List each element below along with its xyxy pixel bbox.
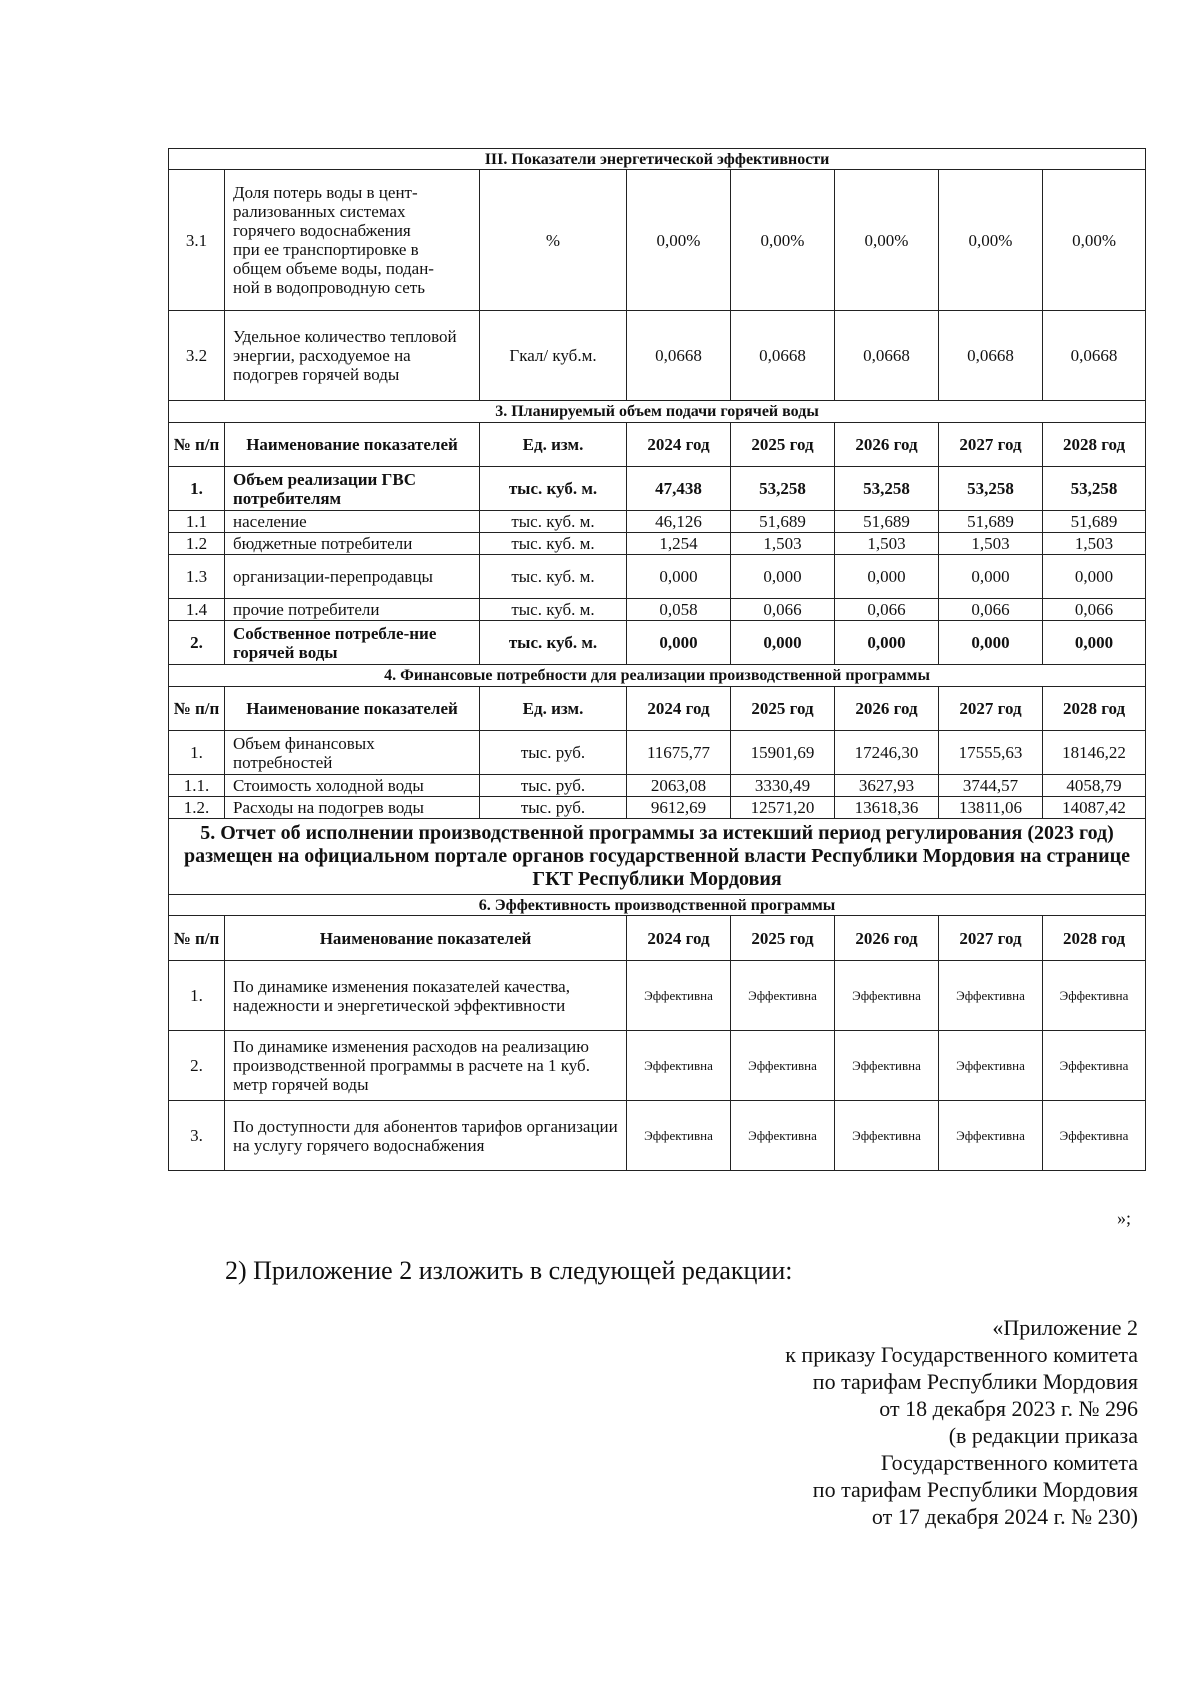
value-cell: 0,00% [835,170,939,311]
value-cell: 11675,77 [627,731,731,775]
header-year: 2026 год [835,916,939,961]
unit-cell: тыс. куб. м. [480,511,627,533]
value-cell: 0,0668 [731,311,835,401]
header-name: Наименование показателей [225,423,480,467]
indicator-name: Доля потерь воды в цент- рализованных системах горячего водоснабжения при ее транспортировке в общем объеме воды, подан- ной в водопроводную сеть [225,170,480,311]
value-cell: 1,503 [731,533,835,555]
value-cell: 17555,63 [939,731,1043,775]
header-row [169,916,1146,961]
efficiency-value: Эффективна [835,1101,939,1171]
section-title-row [169,895,1146,916]
value-cell: 2063,08 [627,775,731,797]
section-title-row [169,401,1146,423]
row-number: 1.3 [169,555,225,599]
efficiency-value: Эффективна [731,1101,835,1171]
value-cell: 46,126 [627,511,731,533]
annex-line: к приказу Государственного комитета [785,1342,1138,1367]
value-cell: 0,000 [1043,555,1146,599]
value-cell: 0,00% [1043,170,1146,311]
value-cell: 53,258 [835,467,939,511]
efficiency-value: Эффективна [939,961,1043,1031]
header-year: 2027 год [939,916,1043,961]
value-cell: 4058,79 [1043,775,1146,797]
unit-cell: Гкал/ куб.м. [480,311,627,401]
annex-header [785,1314,1138,1530]
value-cell: 1,503 [835,533,939,555]
value-cell: 0,0668 [1043,311,1146,401]
header-year: 2024 год [627,687,731,731]
efficiency-value: Эффективна [731,1031,835,1101]
header-unit: Ед. изм. [480,687,627,731]
annex-line: по тарифам Республики Мордовия [812,1369,1138,1394]
header-name: Наименование показателей [225,687,480,731]
value-cell: 0,0668 [939,311,1043,401]
annex-line: (в редакции приказа [948,1423,1138,1448]
volume-section-title: 3. Планируемый объем подачи горячей воды [169,401,1146,423]
value-cell: 18146,22 [1043,731,1146,775]
table-row [169,1031,1146,1101]
header-year: 2028 год [1043,687,1146,731]
value-cell: 13618,36 [835,797,939,819]
row-number: 1. [169,467,225,511]
indicator-name: население [225,511,480,533]
value-cell: 47,438 [627,467,731,511]
value-cell: 9612,69 [627,797,731,819]
header-num: № п/п [169,916,225,961]
header-year: 2028 год [1043,423,1146,467]
row-number: 1.1 [169,511,225,533]
header-year: 2025 год [731,687,835,731]
efficiency-value: Эффективна [835,1031,939,1101]
efficiency-value: Эффективна [627,961,731,1031]
row-number: 1. [169,961,225,1031]
row-number: 1.2. [169,797,225,819]
efficiency-value: Эффективна [627,1031,731,1101]
value-cell: 0,000 [939,621,1043,665]
value-cell: 51,689 [1043,511,1146,533]
indicator-name: По динамике изменения показателей качества, надежности и энергетической эффективности [225,961,627,1031]
efficiency-value: Эффективна [1043,961,1146,1031]
header-name: Наименование показателей [225,916,627,961]
value-cell: 51,689 [835,511,939,533]
header-year: 2026 год [835,423,939,467]
value-cell: 3627,93 [835,775,939,797]
value-cell: 0,058 [627,599,731,621]
header-num: № п/п [169,423,225,467]
annex-line: от 17 декабря 2024 г. № 230) [871,1504,1138,1529]
value-cell: 15901,69 [731,731,835,775]
row-number: 1. [169,731,225,775]
annex-line: «Приложение 2 [992,1315,1138,1340]
unit-cell: тыс. куб. м. [480,621,627,665]
value-cell: 13811,06 [939,797,1043,819]
header-year: 2027 год [939,687,1043,731]
value-cell: 53,258 [1043,467,1146,511]
table-row [169,511,1146,533]
report-row [169,819,1146,895]
header-year: 2027 год [939,423,1043,467]
value-cell: 0,000 [731,621,835,665]
value-cell: 0,00% [627,170,731,311]
value-cell: 0,0668 [627,311,731,401]
section-title-row [169,149,1146,170]
row-number: 3. [169,1101,225,1171]
annex-line: от 18 декабря 2023 г. № 296 [879,1396,1138,1421]
value-cell: 0,000 [627,555,731,599]
table-row [169,311,1146,401]
energy-section-title: III. Показатели энергетической эффективности [169,149,1146,170]
header-year: 2025 год [731,916,835,961]
value-cell: 14087,42 [1043,797,1146,819]
table-row [169,533,1146,555]
value-cell: 0,066 [835,599,939,621]
header-year: 2025 год [731,423,835,467]
value-cell: 0,000 [627,621,731,665]
efficiency-value: Эффективна [627,1101,731,1171]
indicator-name: Стоимость холодной воды [225,775,480,797]
header-row [169,687,1146,731]
unit-cell: тыс. руб. [480,797,627,819]
unit-cell: % [480,170,627,311]
value-cell: 1,254 [627,533,731,555]
table-row [169,1101,1146,1171]
value-cell: 17246,30 [835,731,939,775]
indicator-name: По доступности для абонентов тарифов организации на услугу горячего водоснабжения [225,1101,627,1171]
production-program-table [168,148,1146,1171]
value-cell: 0,00% [939,170,1043,311]
table-row [169,961,1146,1031]
report-section-title: 5. Отчет об исполнении производственной программы за истекший период регулирования (2023 год) размещен на официальном портале органов государственной власти Республики Мордовия на странице ГКТ Республики Мордовия [169,819,1146,895]
efficiency-value: Эффективна [939,1101,1043,1171]
row-number: 1.4 [169,599,225,621]
efficiency-value: Эффективна [835,961,939,1031]
efficiency-value: Эффективна [731,961,835,1031]
efficiency-section-title: 6. Эффективность производственной программы [169,895,1146,916]
value-cell: 3744,57 [939,775,1043,797]
header-unit: Ед. изм. [480,423,627,467]
finance-section-title: 4. Финансовые потребности для реализации производственной программы [169,665,1146,687]
table-row [169,621,1146,665]
value-cell: 1,503 [1043,533,1146,555]
table-row [169,170,1146,311]
row-number: 2. [169,621,225,665]
annex-line: Государственного комитета [880,1450,1138,1475]
unit-cell: тыс. куб. м. [480,533,627,555]
row-number: 2. [169,1031,225,1101]
indicator-name: Объем реализации ГВС потребителям [225,467,480,511]
indicator-name: Расходы на подогрев воды [225,797,480,819]
indicator-name: Удельное количество тепловой энергии, расходуемое на подогрев горячей воды [225,311,480,401]
header-row [169,423,1146,467]
value-cell: 51,689 [939,511,1043,533]
annex-line: по тарифам Республики Мордовия [812,1477,1138,1502]
section-title-row [169,665,1146,687]
indicator-name: бюджетные потребители [225,533,480,555]
value-cell: 0,0668 [835,311,939,401]
header-year: 2026 год [835,687,939,731]
unit-cell: тыс. куб. м. [480,599,627,621]
header-year: 2028 год [1043,916,1146,961]
unit-cell: тыс. руб. [480,731,627,775]
value-cell: 0,000 [835,621,939,665]
indicator-name: Собственное потребле-ние горячей воды [225,621,480,665]
value-cell: 0,000 [1043,621,1146,665]
value-cell: 0,00% [731,170,835,311]
quote-end: »; [1117,1208,1132,1228]
value-cell: 0,066 [1043,599,1146,621]
value-cell: 53,258 [939,467,1043,511]
table-row [169,775,1146,797]
value-cell: 51,689 [731,511,835,533]
value-cell: 3330,49 [731,775,835,797]
indicator-name: Объем финансовых потребностей [225,731,480,775]
header-year: 2024 год [627,423,731,467]
value-cell: 53,258 [731,467,835,511]
value-cell: 0,000 [731,555,835,599]
efficiency-value: Эффективна [1043,1101,1146,1171]
indicator-name: По динамике изменения расходов на реализацию производственной программы в расчете на 1 куб. метр горячей воды [225,1031,627,1101]
value-cell: 12571,20 [731,797,835,819]
value-cell: 0,066 [731,599,835,621]
row-number: 3.2 [169,311,225,401]
efficiency-value: Эффективна [939,1031,1043,1101]
table-row [169,599,1146,621]
row-number: 3.1 [169,170,225,311]
table-row [169,555,1146,599]
value-cell: 0,000 [939,555,1043,599]
table-row [169,731,1146,775]
unit-cell: тыс. руб. [480,775,627,797]
header-year: 2024 год [627,916,731,961]
value-cell: 1,503 [939,533,1043,555]
efficiency-value: Эффективна [1043,1031,1146,1101]
row-number: 1.2 [169,533,225,555]
indicator-name: прочие потребители [225,599,480,621]
value-cell: 0,066 [939,599,1043,621]
instruction-text: 2) Приложение 2 изложить в следующей редакции: [225,1256,793,1285]
indicator-name: организации-перепродавцы [225,555,480,599]
unit-cell: тыс. куб. м. [480,555,627,599]
row-number: 1.1. [169,775,225,797]
header-num: № п/п [169,687,225,731]
value-cell: 0,000 [835,555,939,599]
table-row [169,467,1146,511]
table-row [169,797,1146,819]
unit-cell: тыс. куб. м. [480,467,627,511]
